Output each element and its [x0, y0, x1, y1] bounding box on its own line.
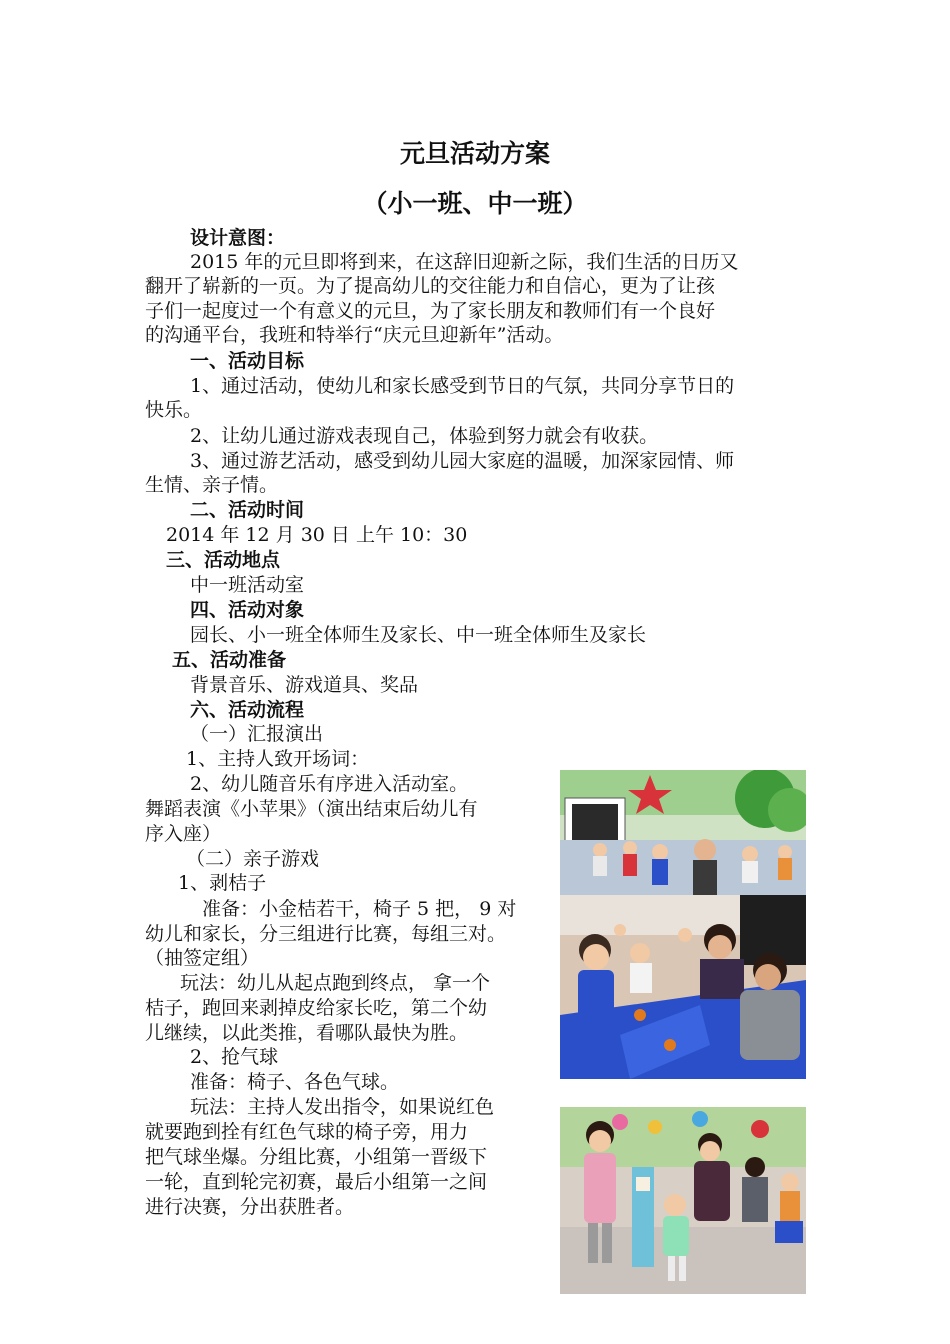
flow-line: 玩法：主持人发出指令，如果说红色: [190, 1096, 495, 1118]
flow-line: 2、幼儿随音乐有序进入活动室。: [190, 773, 469, 795]
flow-line: （一）汇报演出: [190, 723, 324, 745]
flow-heading: 六、活动流程: [190, 699, 305, 721]
goal-line: 生情、亲子情。: [145, 474, 279, 496]
target-heading: 四、活动对象: [190, 599, 305, 621]
flow-line: 1、剥桔子: [178, 872, 267, 894]
flow-line: 就要跑到拴有红色气球的椅子旁，用力: [145, 1121, 469, 1143]
goal-line: 2、让幼儿通过游戏表现自己，体验到努力就会有收获。: [190, 425, 659, 447]
goal-line: 3、通过游艺活动，感受到幼儿园大家庭的温暖，加深家园情、师: [190, 450, 735, 472]
flow-line: 一轮，直到轮完初赛，最后小组第一之间: [145, 1171, 488, 1193]
flow-line: 进行决赛，分出获胜者。: [145, 1196, 355, 1218]
prep-heading: 五、活动准备: [172, 649, 287, 671]
design-line: 2015 年的元旦即将到来，在这辞旧迎新之际，我们生活的日历又: [190, 251, 739, 273]
photo-balloon-game: [560, 1107, 806, 1294]
flow-line: 准备：椅子、各色气球。: [190, 1071, 400, 1093]
document-subtitle: （小一班、中一班）: [362, 189, 588, 218]
flow-line: 桔子，跑回来剥掉皮给家长吃，第二个幼: [145, 997, 488, 1019]
flow-line: 序入座）: [145, 823, 222, 845]
goal-heading: 一、活动目标: [190, 350, 305, 372]
flow-line: 准备：小金桔若干，椅子 5 把， 9 对: [202, 898, 517, 920]
flow-line: 儿继续，以此类推，看哪队最快为胜。: [145, 1022, 469, 1044]
time-text: 2014 年 12 月 30 日 上午 10：30: [166, 524, 468, 546]
design-line: 的沟通平台，我班和特举行“庆元旦迎新年”活动。: [145, 324, 564, 346]
target-text: 园长、小一班全体师生及家长、中一班全体师生及家长: [190, 624, 647, 646]
flow-line: （二）亲子游戏: [186, 848, 320, 870]
flow-line: 2、抢气球: [190, 1046, 279, 1068]
flow-line: 1、主持人致开场词：: [186, 748, 370, 770]
time-heading: 二、活动时间: [190, 499, 305, 521]
design-line: 翻开了崭新的一页。为了提高幼儿的交往能力和自信心，更为了让孩: [145, 275, 716, 297]
flow-line: （抽签定组）: [145, 947, 260, 969]
design-heading: 设计意图：: [190, 227, 286, 249]
photo-classroom-performance: [560, 770, 806, 895]
place-text: 中一班活动室: [190, 574, 305, 596]
goal-line: 1、通过活动，使幼儿和家长感受到节日的气氛，共同分享节日的: [190, 375, 735, 397]
flow-line: 玩法：幼儿从起点跑到终点， 拿一个: [180, 972, 491, 994]
flow-line: 舞蹈表演《小苹果》（演出结束后幼儿有: [145, 798, 478, 820]
goal-line: 快乐。: [145, 399, 203, 421]
place-heading: 三、活动地点: [166, 549, 281, 571]
photo-orange-game: [560, 895, 806, 1079]
design-line: 子们一起度过一个有意义的元旦，为了家长朋友和教师们有一个良好: [145, 300, 716, 322]
prep-text: 背景音乐、游戏道具、奖品: [190, 674, 419, 696]
flow-line: 幼儿和家长，分三组进行比赛，每组三对。: [145, 923, 507, 945]
flow-line: 把气球坐爆。分组比赛，小组第一晋级下: [145, 1146, 488, 1168]
document-title: 元旦活动方案: [399, 139, 550, 168]
